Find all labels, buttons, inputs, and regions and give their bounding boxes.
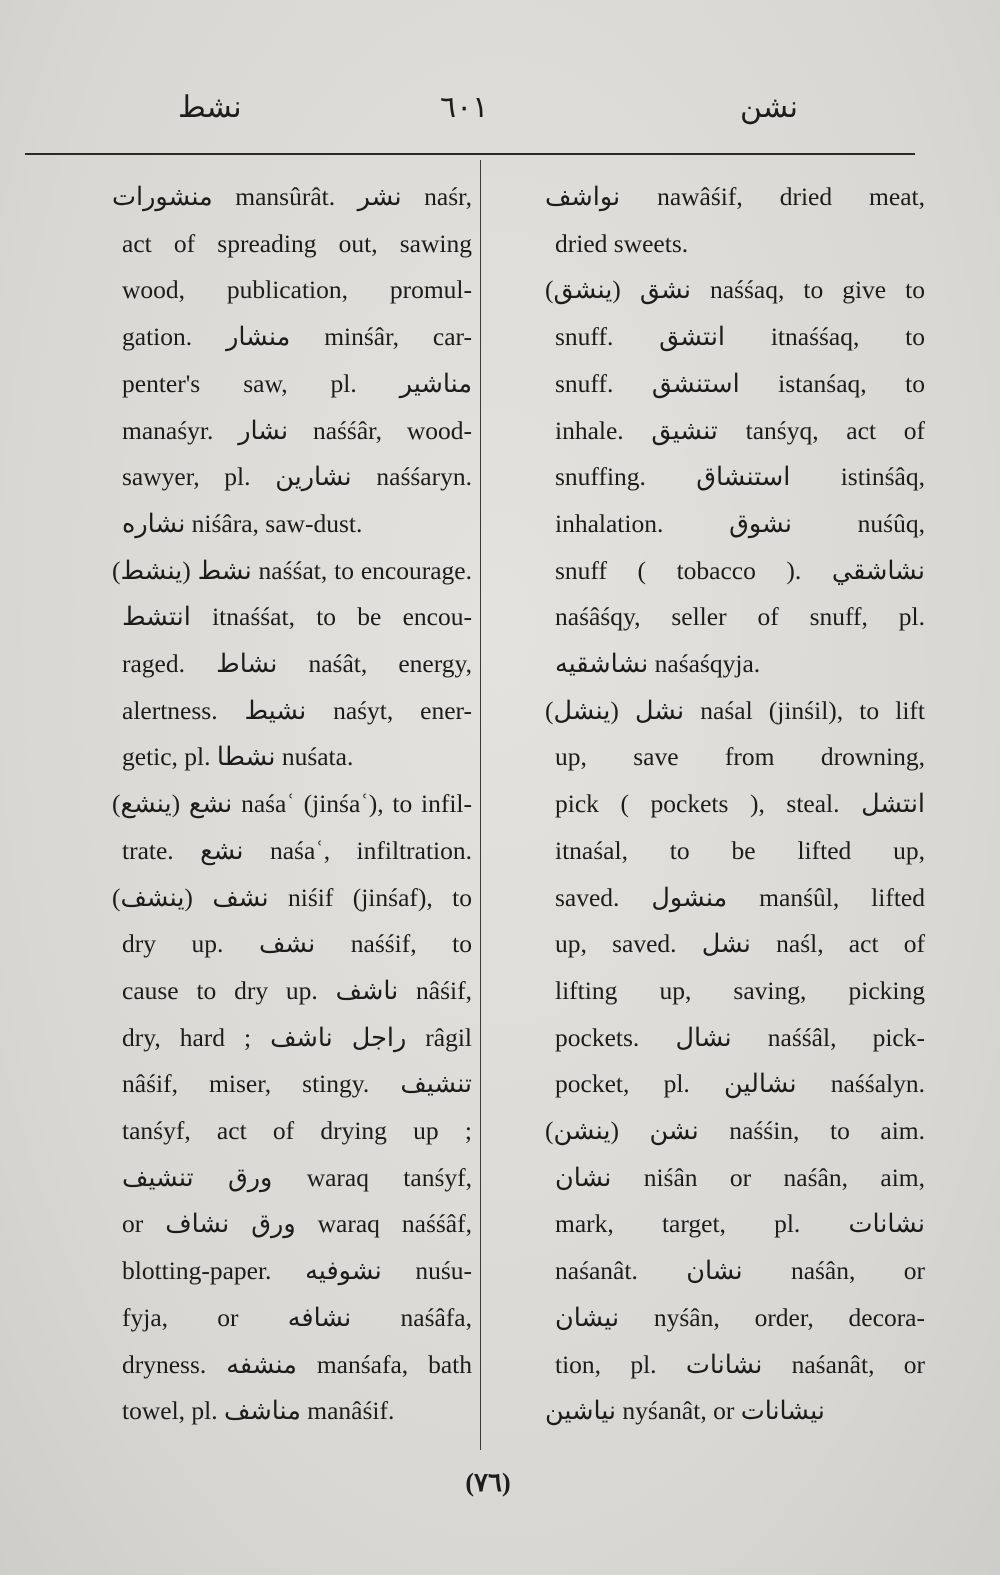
entry-line: dry up. نشف naśśif, to — [122, 929, 472, 959]
header-right-keyword: نشن — [740, 91, 798, 124]
entry-line: wood, publication, promul- — [122, 275, 472, 305]
page-header — [0, 90, 1000, 140]
entry-line: inhale. تنشيق tanśyq, act of — [555, 415, 925, 445]
entry-line: naśâśqy, seller of snuff, pl. — [555, 602, 925, 632]
entry-line: نيشان nyśân, order, decora- — [555, 1302, 925, 1332]
entry-line: نشل (ينشل) naśal (jinśil), to lift — [545, 695, 925, 725]
entry-line: نشان niśân or naśân, aim, — [555, 1162, 925, 1192]
entry-line: نشع (ينشع) naśaʿ (jinśaʿ), to infil- — [112, 789, 472, 819]
header-rule — [25, 153, 915, 155]
entry-line: manaśyr. نشار naśśâr, wood- — [122, 415, 472, 445]
entry-line: نياشين nyśanât, or نيشانات — [545, 1396, 825, 1426]
entry-line: نشف (ينشف) niśif (jinśaf), to — [112, 882, 472, 912]
entry-line: snuff. استنشق istanśaq, to — [555, 368, 925, 398]
entry-line: itnaśal, to be lifted up, — [555, 835, 925, 865]
entry-line: tion, pl. نشانات naśanât, or — [555, 1349, 925, 1379]
entry-line: gation. منشار minśâr, car- — [122, 322, 472, 352]
header-page-number: ٦٠١ — [440, 91, 489, 124]
entry-line: نشن (ينشن) naśśin, to aim. — [545, 1116, 925, 1146]
entry-line: penter's saw, pl. مناشير — [122, 368, 472, 398]
entry-line: snuff ( tobacco ). نشاشقي — [555, 555, 925, 585]
entry-line: fyja, or نشافه naśâfa, — [122, 1302, 472, 1332]
column-divider — [480, 160, 481, 1450]
entry-line: انتشط itnaśśat, to be encou- — [122, 602, 472, 632]
entry-line: lifting up, saving, picking — [555, 975, 925, 1005]
header-left-keyword: نشط — [178, 91, 242, 124]
entry-line: nâśif, miser, stingy. تنشيف — [122, 1069, 472, 1099]
entry-line: getic, pl. نشطا nuśata. — [122, 742, 354, 772]
page-footer — [0, 1468, 1000, 1498]
entry-line: towel, pl. مناشف manâśif. — [122, 1396, 395, 1426]
entry-line: ورق تنشيف waraq tanśyf, — [122, 1162, 472, 1192]
entry-line: نواشف nawâśif, dried meat, — [545, 182, 925, 211]
entry-line: snuffing. استنشاق istinśâq, — [555, 462, 925, 492]
entry-line: trate. نشع naśaʿ, infiltration. — [122, 835, 472, 865]
entry-line: dried sweets. — [555, 228, 689, 258]
entry-line: up, saved. نشل naśl, act of — [555, 929, 925, 959]
entry-line: sawyer, pl. نشارين naśśaryn. — [122, 462, 472, 492]
entry-line: up, save from drowning, — [555, 742, 925, 772]
entry-line: tanśyf, act of drying up ; — [122, 1116, 472, 1146]
entry-line: نشاره niśâra, saw-dust. — [122, 508, 363, 538]
entry-line: blotting-paper. نشوفيه nuśu- — [122, 1256, 472, 1286]
entry-line: saved. منشول manśûl, lifted — [555, 882, 925, 912]
entry-line: act of spreading out, sawing — [122, 228, 472, 258]
right-column — [545, 174, 925, 1435]
entry-line: نشط (ينشط) naśśat, to encourage. — [112, 555, 472, 585]
entry-line: pick ( pockets ), steal. انتشل — [555, 789, 925, 819]
entry-line: منشورات mansûrât. نشر naśr, — [112, 182, 472, 211]
entry-line: نشاشقيه naśaśqyja. — [555, 649, 761, 679]
entry-line: pocket, pl. نشالين naśśalyn. — [555, 1069, 925, 1099]
entry-line: dryness. منشفه manśafa, bath — [122, 1349, 472, 1379]
footer-page-number: (٧٦) — [465, 1468, 511, 1497]
entry-line: or ورق نشاف waraq naśśâf, — [122, 1209, 472, 1239]
entry-line: pockets. نشال naśśâl, pick- — [555, 1022, 925, 1052]
entry-line: naśanât. نشان naśân, or — [555, 1256, 925, 1286]
left-column — [112, 174, 472, 1435]
entry-line: alertness. نشيط naśyt, ener- — [122, 695, 472, 725]
entry-line: raged. نشاط naśât, energy, — [122, 649, 472, 679]
entry-line: نشق (ينشق) naśśaq, to give to — [545, 275, 925, 305]
entry-line: inhalation. نشوق nuśûq, — [555, 508, 925, 538]
entry-line: cause to dry up. ناشف nâśif, — [122, 975, 472, 1005]
entry-line: dry, hard ; راجل ناشف râgil — [122, 1022, 472, 1052]
entry-line: snuff. انتشق itnaśśaq, to — [555, 322, 925, 352]
entry-line: mark, target, pl. نشانات — [555, 1209, 925, 1239]
